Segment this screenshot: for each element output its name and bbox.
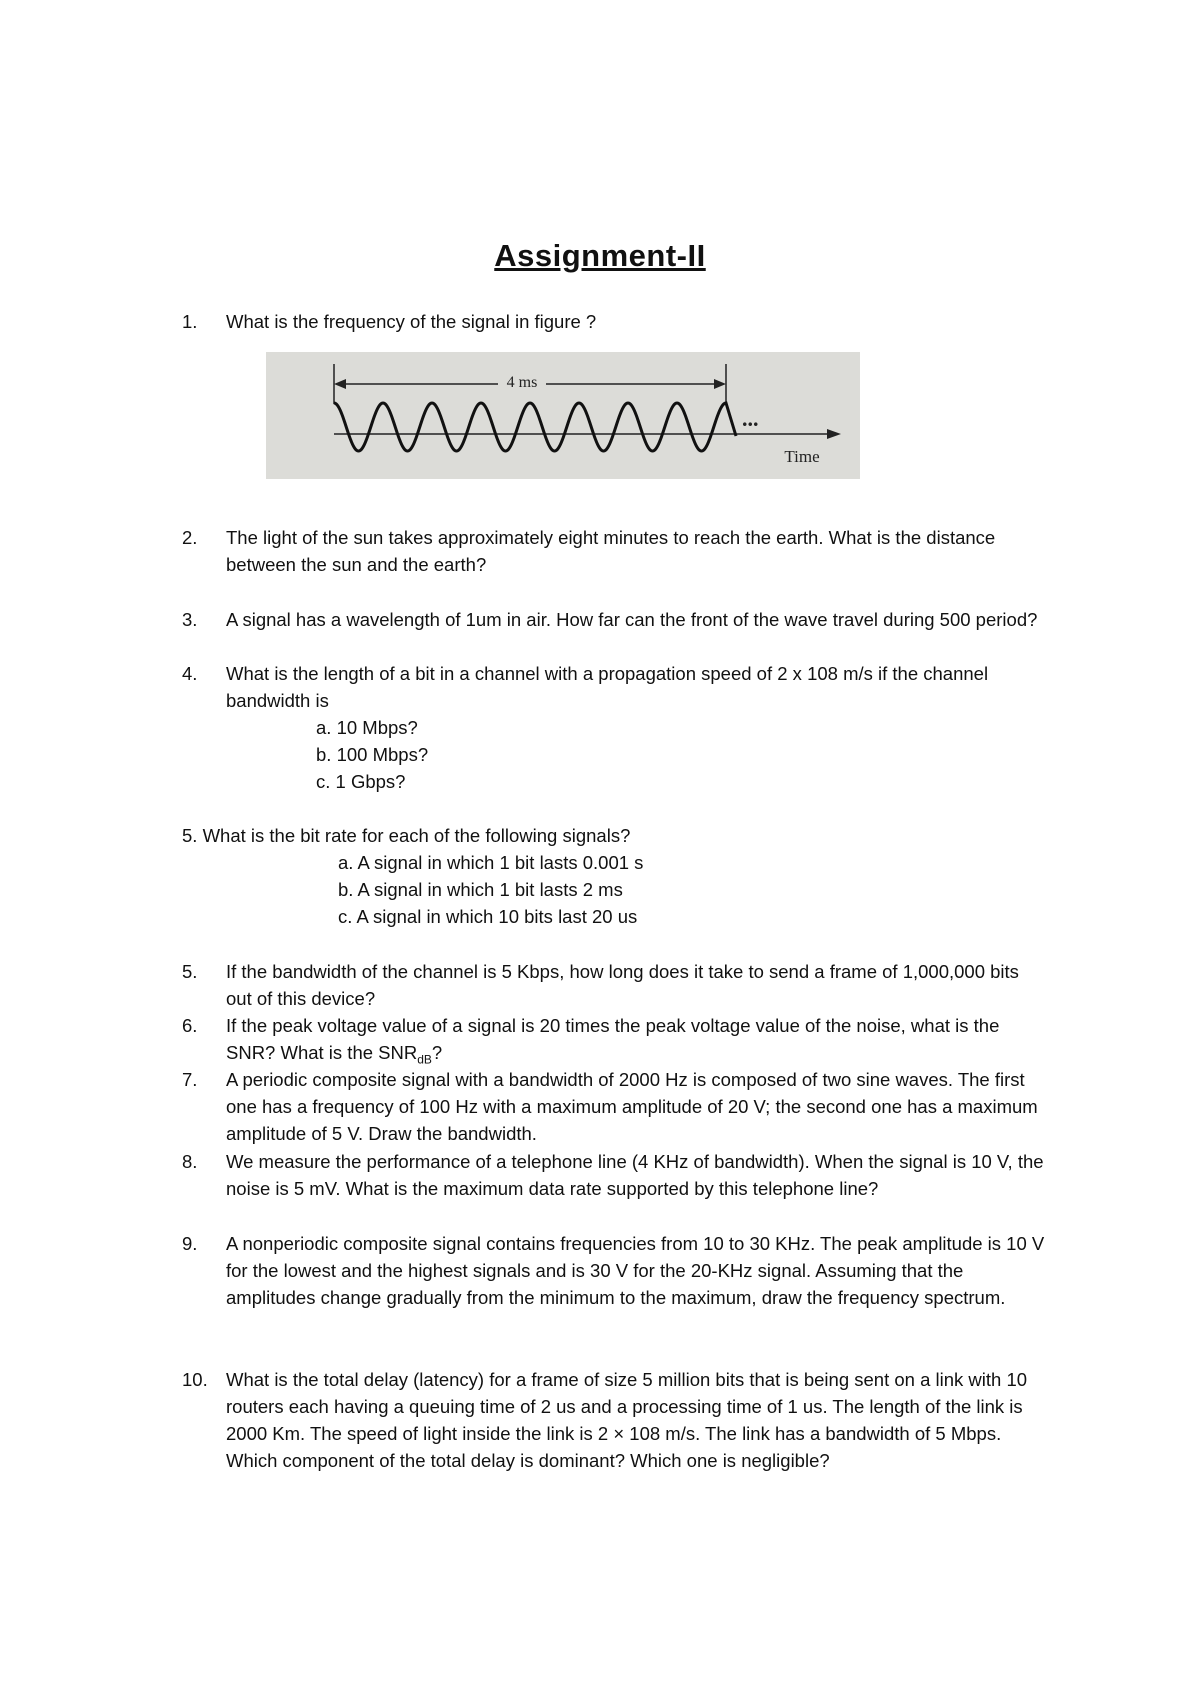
question-number: 4. [182,663,198,684]
question-number: 8. [182,1151,198,1172]
continuation-ellipsis: ... [742,406,759,431]
question-text: We measure the performance of a telephone line (4 KHz of bandwidth). When the signal is 10 V, the noise is 5 mV. What is the maximum data rate supported by this telephone line? [226,1151,1044,1199]
question-number: 1. [182,311,198,332]
question-text: A periodic composite signal with a bandwidth of 2000 Hz is composed of two sine waves. The first one has a frequency of 100 Hz with a maximum amplitude of 20 V; the second one has a maximum amplitude of 5 V. Draw the bandwidth. [226,1069,1038,1144]
question-4-part-c: c. 1 Gbps? [316,771,406,792]
question-text: A nonperiodic composite signal contains frequencies from 10 to 30 KHz. The peak amplitude is 10 V for the lowest and the highest signals and is 30 V for the 20-KHz signal. Assuming that the amplitudes change gradually from the minimum to the maximum, draw the frequency spectrum. [226,1233,1045,1308]
sine-wave-plot [266,352,860,479]
page-title: Assignment-II [494,238,706,273]
time-axis-arrow [827,429,841,439]
question-text: What is the total delay (latency) for a frame of size 5 million bits that is being sent on a link with 10 routers each having a queuing time of 2 us and a processing time of 1 us. The length of the link is 2000 Km. The speed of light inside the link is 2 × 108 m/s. The link has a bandwidth of 5 Mbps. Which component of the total delay is dominant? Which one is negligible? [226,1369,1028,1471]
question-5-part-b: b. A signal in which 1 bit lasts 2 ms [338,879,623,900]
question-number: 9. [182,1233,198,1254]
question-number: 3. [182,609,198,630]
question-number: 10. [182,1369,208,1390]
question-text: What is the frequency of the signal in figure ? [226,311,597,332]
question-5-part-a: a. A signal in which 1 bit lasts 0.001 s [338,852,644,873]
question-4-part-b: b. 100 Mbps? [316,744,429,765]
period-label: 4 ms [506,374,538,391]
question-number: 5. [182,961,198,982]
question-text: What is the length of a bit in a channel with a propagation speed of 2 x 108 m/s if the channel bandwidth is [226,663,989,711]
question-text: If the bandwidth of the channel is 5 Kbps, how long does it take to send a frame of 1,000,000 bits out of this device? [226,961,1019,1009]
question-number: 6. [182,1015,198,1036]
question-text-main: If the peak voltage value of a signal is 20 times the peak voltage value of the noise, what is the SNR? What is the SNR [226,1015,1000,1063]
question-4-part-a: a. 10 Mbps? [316,717,418,738]
snr-subscript: dB [417,1052,432,1067]
signal-figure [266,352,860,479]
question-number: 7. [182,1069,198,1090]
question-number: 2. [182,527,198,548]
question-text: A signal has a wavelength of 1um in air. How far can the front of the wave travel during 500 period? [226,609,1038,630]
time-axis-label: Time [784,447,820,466]
question-text: The light of the sun takes approximately eight minutes to reach the earth. What is the distance between the sun and the earth? [226,527,996,575]
question-5-part-c: c. A signal in which 10 bits last 20 us [338,906,638,927]
question-5-text: 5. What is the bit rate for each of the following signals? [182,825,631,846]
question-text [226,1012,1046,1074]
arrowhead-right [714,379,726,389]
sine-wave [334,403,736,451]
question-text-tail: ? [431,1042,443,1063]
arrowhead-left [334,379,346,389]
